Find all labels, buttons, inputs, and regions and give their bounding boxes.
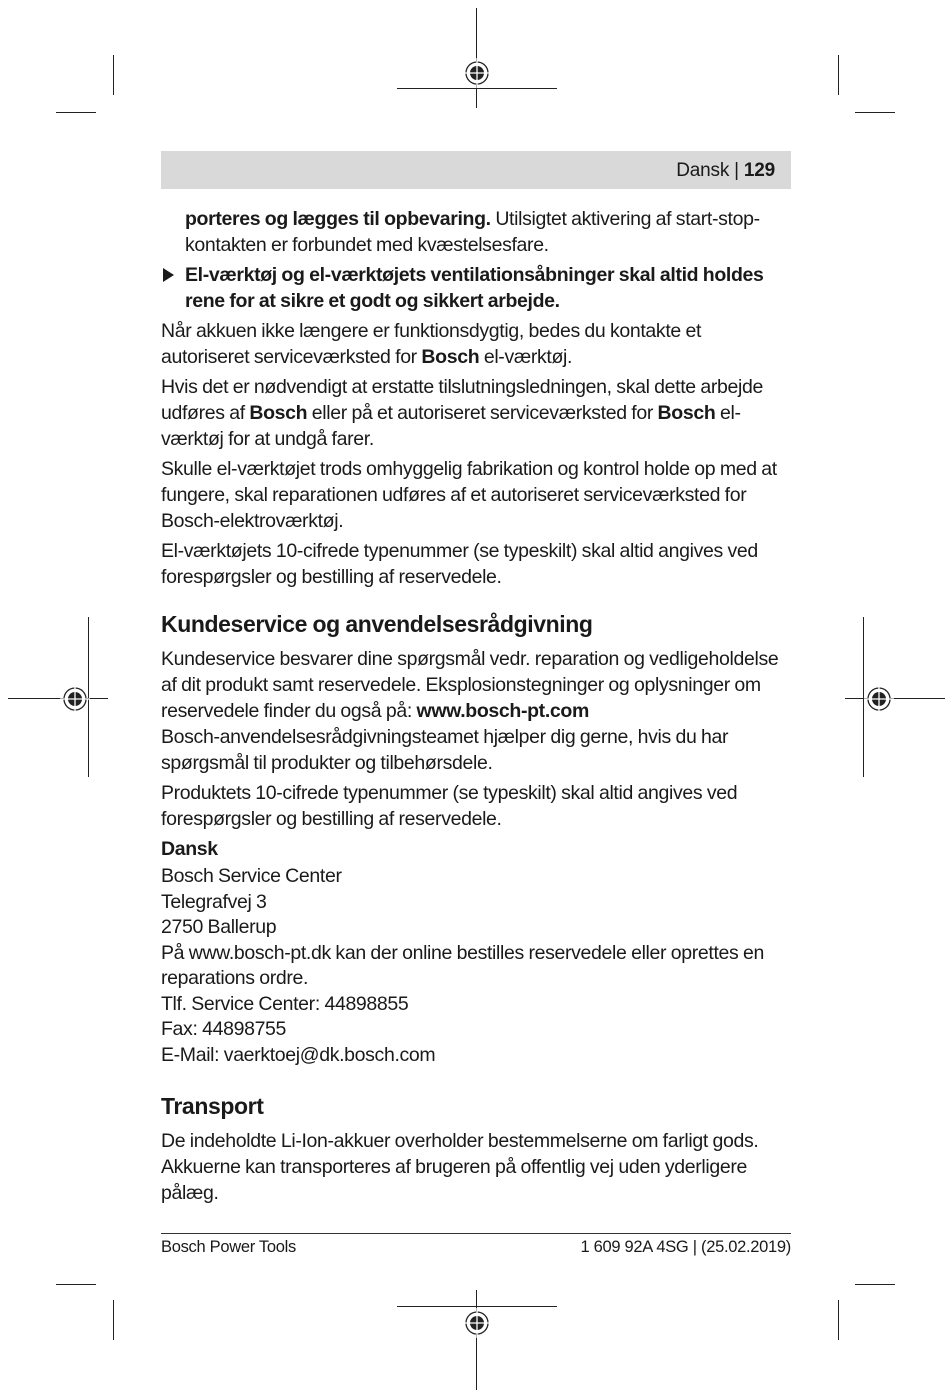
cord-paragraph — [161, 374, 791, 452]
address-line: Bosch Service Center — [161, 865, 342, 887]
text-span: el-værktøj. — [479, 346, 573, 368]
address-block — [161, 864, 791, 1068]
crop-mark — [838, 55, 839, 95]
section-heading-transport: Transport — [161, 1093, 264, 1119]
registration-target-icon — [864, 684, 894, 714]
text-span: Kundeservice besvarer dine spørgsmål vedr. reparation og vedligeholdelse af dit produkt samt reservedele. Eksplosionstegninger og oplysninger om reservedele finder du også på: — [161, 648, 779, 722]
footer-brand: Bosch Power Tools — [161, 1238, 296, 1256]
product-paragraph: Produktets 10-cifrede typenummer (se typeskilt) skal altid angives ved forespørgsler og bestilling af reservedele. — [161, 782, 738, 830]
section-heading-service: Kundeservice og anvendelsesrådgivning — [161, 611, 593, 637]
crop-mark — [855, 112, 895, 113]
intro-paragraph — [161, 206, 791, 258]
page-number: 129 — [743, 160, 775, 181]
header-text — [676, 160, 775, 182]
repair-paragraph: Skulle el-værktøjet trods omhyggelig fabrikation og kontrol holde op med at fungere, skal reparationen udføres af et autoriseret serviceværksted for Bosch-elektroværktøj. — [161, 458, 777, 532]
address-line: På www.bosch-pt.dk kan der online bestilles reservedele eller oprettes en reparations ordre. — [161, 941, 764, 989]
header-language: Dansk — [676, 160, 730, 181]
address-line: 2750 Ballerup — [161, 916, 277, 938]
address-line: E-Mail: vaerktoej@dk.bosch.com — [161, 1043, 436, 1066]
crop-mark — [113, 55, 114, 95]
safety-bullet — [161, 262, 791, 314]
registration-line — [397, 1306, 557, 1307]
bullet-text: El-værktøj og el-værktøjets ventilationsåbninger skal altid holdes rene for at sikre et godt og sikkert arbejde. — [185, 264, 764, 312]
text-span: Hvis det er nødvendigt at erstatte tilslutningsledningen, skal dette arbejde udføres af — [161, 376, 763, 424]
crop-mark — [838, 1300, 839, 1340]
registration-line — [845, 698, 945, 699]
text-span: Når akkuen ikke længere er funktionsdygtig, bedes du kontakte et autoriseret serviceværksted for — [161, 320, 702, 368]
advice-paragraph: Bosch-anvendelsesrådgivningsteamet hjælper dig gerne, hvis du har spørgsmål til produkter og tilbehørsdele. — [161, 726, 729, 774]
brand-name: Bosch — [249, 402, 308, 424]
header-separator: | — [734, 160, 739, 181]
crop-mark — [56, 1284, 96, 1285]
website-link[interactable]: www.bosch-pt.com — [416, 700, 589, 722]
registration-line — [397, 88, 557, 89]
crop-mark — [113, 1300, 114, 1340]
text-span: eller på et autoriseret serviceværksted for — [307, 402, 658, 424]
intro-bold: porteres og lægges til opbevaring. — [185, 208, 491, 230]
service-paragraph — [161, 646, 791, 724]
registration-target-icon — [60, 684, 90, 714]
battery-paragraph — [161, 318, 791, 370]
brand-name: Bosch — [657, 402, 716, 424]
text-span: el-værktøj for at undgå farer. — [161, 402, 741, 450]
crop-mark — [56, 112, 96, 113]
registration-target-icon — [462, 58, 492, 88]
page-header — [161, 151, 791, 189]
registration-line — [476, 1290, 477, 1390]
typenumber-paragraph: El-værktøjets 10-cifrede typenummer (se typeskilt) skal altid angives ved forespørgsler og bestilling af reservedele. — [161, 540, 758, 588]
country-label — [161, 836, 791, 862]
registration-line — [8, 698, 108, 699]
address-line: Fax: 44898755 — [161, 1018, 287, 1040]
footer-docnumber: 1 609 92A 4SG | (25.02.2019) — [580, 1238, 791, 1256]
bullet-triangle-icon — [163, 268, 174, 282]
transport-paragraph: De indeholdte Li-Ion-akkuer overholder bestemmelserne om farligt gods. Akkuerne kan transporteres af brugeren på offentlig vej uden yderligere pålæg. — [161, 1130, 759, 1204]
address-line: Tlf. Service Center: 44898855 — [161, 992, 409, 1015]
country-name: Dansk — [161, 838, 218, 860]
brand-name: Bosch — [421, 346, 480, 368]
intro-rest: Utilsigtet aktivering af start-stop-kontakten er forbundet med kvæstelsesfare. — [185, 208, 760, 256]
footer-rule — [161, 1233, 791, 1234]
crop-mark — [855, 1284, 895, 1285]
registration-target-icon — [462, 1308, 492, 1338]
address-line: Telegrafvej 3 — [161, 890, 267, 913]
page-body — [161, 206, 791, 1210]
